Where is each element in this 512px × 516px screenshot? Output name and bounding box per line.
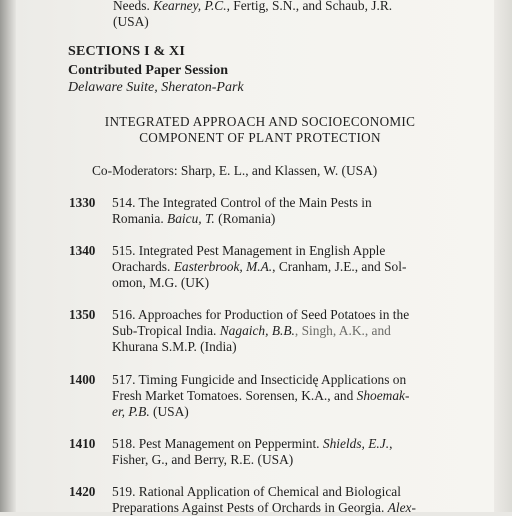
entry-title: 516. Approaches for Production of Seed Potatoes in the — [112, 307, 410, 322]
entry-519 — [112, 484, 416, 516]
fragment-authors: Kearney, P.C. — [153, 0, 227, 13]
entry-author: Shoemak- — [356, 388, 410, 404]
entry-title-cont: Preparations Against Pests of Orchards in Georgia. — [112, 500, 388, 516]
entry-author: Baicu, T. — [167, 211, 215, 227]
previous-entry-fragment — [113, 0, 392, 29]
entry-time: 1350 — [69, 307, 96, 322]
entry-title-cont: Orachards. — [112, 259, 174, 275]
section-title: SECTIONS I & XI — [68, 44, 185, 59]
entry-country: (USA) — [149, 404, 189, 420]
entry-coauthors-cont: omon, M.G. (UK) — [112, 275, 210, 291]
entry-title-cont: Sub-Tropical India. — [112, 323, 220, 339]
entry-time: 1420 — [69, 484, 96, 499]
entry-514 — [112, 195, 372, 227]
entry-coauthors: , Cranham, J.E., and Sol- — [272, 259, 407, 275]
entry-country: (Romania) — [214, 211, 276, 227]
entry-title: 515. Integrated Pest Management in English Apple — [112, 243, 386, 258]
entry-title-cont: Fresh Market Tomatoes. Sorensen, K.A., and — [112, 388, 357, 404]
co-moderators: Co-Moderators: Sharp, E. L., and Klassen, W. (USA) — [92, 163, 378, 178]
entry-time: 1340 — [69, 243, 96, 258]
fragment-text: Needs. — [113, 0, 154, 13]
entry-518 — [112, 436, 392, 468]
page-shadow-right — [494, 0, 512, 512]
session-heading-line2: COMPONENT OF PLANT PROTECTION — [139, 130, 381, 145]
entry-title: 517. Timing Fungicide and Insecticidę Applications on — [112, 372, 407, 387]
page-shadow-left — [0, 0, 16, 512]
entry-author: Alex- — [387, 500, 416, 516]
entry-time: 1410 — [69, 436, 96, 451]
entry-punct: , — [389, 436, 393, 451]
entry-time: 1400 — [69, 372, 96, 387]
entry-title: 514. The Integrated Control of the Main Pests in — [112, 195, 372, 210]
entry-coauthors-cont: Khurana S.M.P. (India) — [112, 339, 237, 355]
session-heading-line1: INTEGRATED APPROACH AND SOCIOECONOMIC — [104, 114, 416, 129]
entry-517 — [112, 372, 409, 421]
entry-title: 519. Rational Application of Chemical and Biological — [112, 484, 401, 499]
entry-title-cont: Romania. — [112, 211, 168, 227]
fragment-text-rest: , Fertig, S.N., and Schaub, J.R. — [226, 0, 393, 13]
entry-515 — [112, 243, 406, 292]
entry-author-cont: er, P.B. — [112, 404, 150, 420]
fragment-country: (USA) — [113, 13, 149, 29]
entry-516 — [112, 307, 409, 356]
entry-author: Shields, E.J. — [322, 436, 390, 451]
entry-author: Nagaich, B.B. — [219, 323, 295, 339]
entry-author: Easterbrook, M.A. — [173, 259, 273, 275]
section-subtitle: Contributed Paper Session — [68, 63, 228, 78]
entry-title: 518. Pest Management on Peppermint. — [112, 436, 323, 451]
entry-coauthors: Fisher, G., and Berry, R.E. (USA) — [112, 452, 294, 468]
section-venue: Delaware Suite, Sheraton-Park — [68, 80, 244, 95]
entry-time: 1330 — [69, 195, 96, 210]
entry-coauthors: , Singh, A.K., and — [294, 323, 391, 339]
